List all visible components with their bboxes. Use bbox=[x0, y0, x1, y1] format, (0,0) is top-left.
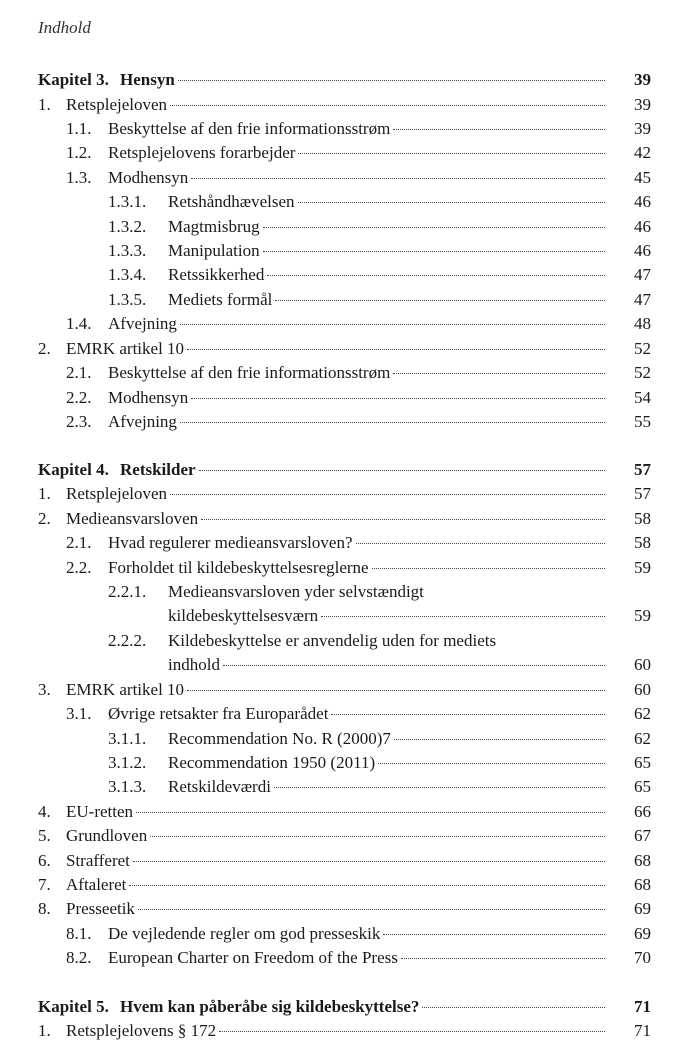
toc-chapter-entry bbox=[0, 458, 687, 482]
toc-entry-title: Beskyttelse af den frie informationsstrøm bbox=[108, 363, 391, 382]
toc-page-number: 66 bbox=[634, 802, 651, 821]
toc-page-number: 45 bbox=[634, 168, 651, 187]
toc-page-number: 52 bbox=[634, 339, 651, 358]
toc-page-number: 39 bbox=[634, 119, 651, 138]
toc-chapter-entry bbox=[0, 68, 687, 92]
toc-entry-title: Retsplejeloven bbox=[66, 95, 168, 114]
running-header: Indhold bbox=[38, 18, 91, 37]
toc-page-number: 67 bbox=[634, 826, 651, 845]
dot-leader bbox=[223, 665, 605, 666]
toc-entry-title: Grundloven bbox=[66, 826, 148, 845]
toc-page-number: 46 bbox=[634, 192, 651, 211]
dot-leader bbox=[263, 227, 605, 228]
toc-entry-number: 2.2. bbox=[66, 388, 92, 407]
toc-entry bbox=[0, 775, 687, 799]
toc-entry-number: Kapitel 4. bbox=[38, 460, 109, 479]
dot-leader bbox=[331, 714, 605, 715]
toc-entry bbox=[0, 263, 687, 287]
toc-entry bbox=[0, 507, 687, 531]
dot-leader bbox=[136, 812, 605, 813]
toc-entry-number: 1.2. bbox=[66, 143, 92, 162]
toc-entry bbox=[0, 678, 687, 702]
toc-entry-number: 5. bbox=[38, 826, 51, 845]
toc-entry-number: 1.3.3. bbox=[108, 241, 147, 260]
dot-leader bbox=[393, 373, 605, 374]
dot-leader bbox=[219, 1031, 605, 1032]
dot-leader bbox=[393, 129, 605, 130]
toc-entry-number: 1.3.2. bbox=[108, 217, 147, 236]
toc-entry-number: 1.1. bbox=[66, 119, 92, 138]
toc-entry-title: Recommendation 1950 (2011) bbox=[168, 753, 376, 772]
toc-entry bbox=[0, 873, 687, 897]
dot-leader bbox=[133, 861, 605, 862]
toc-entry-number: 1.3. bbox=[66, 168, 92, 187]
toc-page-number: 39 bbox=[634, 95, 651, 114]
toc-entry-title: Kildebeskyttelse er anvendelig uden for mediets bbox=[168, 631, 497, 650]
toc-entry bbox=[0, 337, 687, 361]
dot-leader bbox=[178, 80, 605, 81]
toc-entry-number: Kapitel 3. bbox=[38, 70, 109, 89]
toc-entry-number: 8. bbox=[38, 899, 51, 918]
dot-leader bbox=[138, 909, 605, 910]
toc-entry bbox=[0, 580, 687, 604]
toc-entry-title: indhold bbox=[168, 655, 220, 674]
toc-page-number: 58 bbox=[634, 509, 651, 528]
toc-entry-number: 8.2. bbox=[66, 948, 92, 967]
toc-entry-title: Modhensyn bbox=[108, 168, 189, 187]
dot-leader bbox=[170, 494, 605, 495]
dot-leader bbox=[298, 153, 605, 154]
toc-entry-title: Hensyn bbox=[120, 70, 175, 89]
dot-leader bbox=[180, 324, 605, 325]
toc-page-number: 46 bbox=[634, 217, 651, 236]
toc-page-number: 68 bbox=[634, 875, 651, 894]
toc-entry-title: De vejledende regler om god presseskik bbox=[108, 924, 381, 943]
dot-leader bbox=[170, 105, 605, 106]
toc-page-number: 71 bbox=[634, 997, 651, 1016]
dot-leader bbox=[372, 568, 605, 569]
dot-leader bbox=[187, 349, 605, 350]
toc-entry-number: 2. bbox=[38, 339, 51, 358]
toc-page-number: 57 bbox=[634, 460, 651, 479]
toc-entry-number: 2. bbox=[38, 509, 51, 528]
toc-entry-title: Retsplejelovens § 172 bbox=[66, 1021, 217, 1040]
toc-entry bbox=[0, 215, 687, 239]
toc-entry-number: 2.1. bbox=[66, 533, 92, 552]
toc-entry-title: Medieansvarsloven bbox=[66, 509, 199, 528]
toc-entry bbox=[0, 897, 687, 921]
toc-entry bbox=[0, 93, 687, 117]
dot-leader bbox=[199, 470, 605, 471]
dot-leader bbox=[383, 934, 605, 935]
toc-entry-title: Retshåndhævelsen bbox=[168, 192, 295, 211]
toc-page-number: 69 bbox=[634, 899, 651, 918]
dot-leader bbox=[187, 690, 605, 691]
toc-entry-title: EMRK artikel 10 bbox=[66, 339, 185, 358]
toc-entry-title: Retsplejelovens forarbejder bbox=[108, 143, 296, 162]
toc-entry bbox=[0, 141, 687, 165]
dot-leader bbox=[201, 519, 605, 520]
toc-entry-number: 1. bbox=[38, 1021, 51, 1040]
toc-entry-title: Modhensyn bbox=[108, 388, 189, 407]
toc-entry-title: Retskilder bbox=[120, 460, 196, 479]
toc-page-number: 42 bbox=[634, 143, 651, 162]
toc-entry-title: Manipulation bbox=[168, 241, 260, 260]
toc-page-number: 48 bbox=[634, 314, 651, 333]
toc-entry bbox=[0, 702, 687, 726]
toc-entry-title: Forholdet til kildebeskyttelsesreglerne bbox=[108, 558, 369, 577]
toc-page-number: 55 bbox=[634, 412, 651, 431]
toc-entry-title: Øvrige retsakter fra Europarådet bbox=[108, 704, 329, 723]
toc-page-number: 69 bbox=[634, 924, 651, 943]
toc-page-number: 57 bbox=[634, 484, 651, 503]
dot-leader bbox=[263, 251, 605, 252]
toc-entry bbox=[0, 386, 687, 410]
toc-entry bbox=[0, 922, 687, 946]
toc-entry bbox=[0, 751, 687, 775]
toc-entry-number: 1.4. bbox=[66, 314, 92, 333]
toc-entry-title: Afvejning bbox=[108, 314, 177, 333]
toc-page-number: 59 bbox=[634, 558, 651, 577]
toc-entry-title: Magtmisbrug bbox=[168, 217, 260, 236]
toc-entry bbox=[0, 288, 687, 312]
dot-leader bbox=[321, 616, 605, 617]
dot-leader bbox=[298, 202, 605, 203]
toc-entry bbox=[0, 653, 687, 677]
toc-page-number: 52 bbox=[634, 363, 651, 382]
toc-entry-title: Presseetik bbox=[66, 899, 135, 918]
toc-entry-title: Retskildeværdi bbox=[168, 777, 271, 796]
toc-entry bbox=[0, 239, 687, 263]
toc-entry bbox=[0, 800, 687, 824]
toc-entry bbox=[0, 727, 687, 751]
toc-page-number: 39 bbox=[634, 70, 651, 89]
toc-page-number: 47 bbox=[634, 290, 651, 309]
toc-entry-number: 1.3.1. bbox=[108, 192, 147, 211]
toc-entry-title: Medieansvarsloven yder selvstændigt bbox=[168, 582, 424, 601]
toc-page-number: 71 bbox=[634, 1021, 651, 1040]
toc-entry bbox=[0, 410, 687, 434]
dot-leader bbox=[180, 422, 605, 423]
toc-page-number: 65 bbox=[634, 777, 651, 796]
toc-entry-number: 2.1. bbox=[66, 363, 92, 382]
toc-entry-number: 1.3.5. bbox=[108, 290, 147, 309]
toc-entry-number: 3.1.3. bbox=[108, 777, 147, 796]
toc-entry-number: 2.2.2. bbox=[108, 631, 147, 650]
dot-leader bbox=[129, 885, 605, 886]
dot-leader bbox=[191, 398, 605, 399]
dot-leader bbox=[378, 763, 605, 764]
toc-entry-number: 3.1. bbox=[66, 704, 92, 723]
toc-page-number: 70 bbox=[634, 948, 651, 967]
dot-leader bbox=[275, 300, 605, 301]
toc-entry bbox=[0, 604, 687, 628]
toc-entry bbox=[0, 190, 687, 214]
toc-entry-title: kildebeskyttelsesværn bbox=[168, 606, 319, 625]
toc-entry bbox=[0, 824, 687, 848]
toc-entry-title: Afvejning bbox=[108, 412, 177, 431]
toc-entry bbox=[0, 556, 687, 580]
dot-leader bbox=[394, 739, 605, 740]
toc-entry-title: Retsplejeloven bbox=[66, 484, 168, 503]
toc-page-number: 60 bbox=[634, 680, 651, 699]
toc-entry-number: 1.3.4. bbox=[108, 265, 147, 284]
toc-entry-title: Hvad regulerer medieansvarsloven? bbox=[108, 533, 353, 552]
toc-chapter-entry bbox=[0, 995, 687, 1019]
toc-entry-number: 7. bbox=[38, 875, 51, 894]
toc-entry-number: 8.1. bbox=[66, 924, 92, 943]
toc-entry-title: Retssikkerhed bbox=[168, 265, 265, 284]
toc-entry-number: 2.2.1. bbox=[108, 582, 147, 601]
toc-entry-number: 6. bbox=[38, 851, 51, 870]
dot-leader bbox=[191, 178, 605, 179]
toc-entry-number: 2.2. bbox=[66, 558, 92, 577]
toc-page-number: 54 bbox=[634, 388, 651, 407]
toc-entry-title: Strafferet bbox=[66, 851, 130, 870]
dot-leader bbox=[274, 787, 605, 788]
toc-entry-number: 3.1.1. bbox=[108, 729, 147, 748]
toc-entry-title: Recommendation No. R (2000)7 bbox=[168, 729, 391, 748]
toc-entry bbox=[0, 117, 687, 141]
toc-entry-number: 3. bbox=[38, 680, 51, 699]
toc-entry-title: EU-retten bbox=[66, 802, 134, 821]
dot-leader bbox=[356, 543, 606, 544]
toc-page-number: 60 bbox=[634, 655, 651, 674]
toc-entry-number: 4. bbox=[38, 802, 51, 821]
toc-entry bbox=[0, 312, 687, 336]
toc-entry-number: 1. bbox=[38, 95, 51, 114]
toc-entry-title: Hvem kan påberåbe sig kildebeskyttelse? bbox=[120, 997, 420, 1016]
dot-leader bbox=[401, 958, 605, 959]
toc-entry bbox=[0, 849, 687, 873]
toc-page-number: 62 bbox=[634, 729, 651, 748]
toc-entry-number: 2.3. bbox=[66, 412, 92, 431]
toc-entry bbox=[0, 1019, 687, 1043]
toc-entry bbox=[0, 482, 687, 506]
dot-leader bbox=[150, 836, 605, 837]
toc-entry-title: EMRK artikel 10 bbox=[66, 680, 185, 699]
toc-entry-number: 1. bbox=[38, 484, 51, 503]
toc-entry bbox=[0, 946, 687, 970]
toc-entry bbox=[0, 629, 687, 653]
toc-entry bbox=[0, 166, 687, 190]
toc-page-number: 68 bbox=[634, 851, 651, 870]
toc-entry-title: Mediets formål bbox=[168, 290, 273, 309]
toc-page-number: 65 bbox=[634, 753, 651, 772]
toc-page-number: 47 bbox=[634, 265, 651, 284]
toc-page-number: 58 bbox=[634, 533, 651, 552]
toc-entry bbox=[0, 531, 687, 555]
toc-entry-number: 3.1.2. bbox=[108, 753, 147, 772]
toc-entry bbox=[0, 361, 687, 385]
dot-leader bbox=[267, 275, 605, 276]
toc-entry-title: Aftaleret bbox=[66, 875, 127, 894]
toc-entry-title: European Charter on Freedom of the Press bbox=[108, 948, 398, 967]
dot-leader bbox=[422, 1007, 605, 1008]
toc-entry-number: Kapitel 5. bbox=[38, 997, 109, 1016]
toc-page-number: 62 bbox=[634, 704, 651, 723]
toc-page-number: 46 bbox=[634, 241, 651, 260]
toc-page-number: 59 bbox=[634, 606, 651, 625]
toc-entry-title: Beskyttelse af den frie informationsstrøm bbox=[108, 119, 391, 138]
